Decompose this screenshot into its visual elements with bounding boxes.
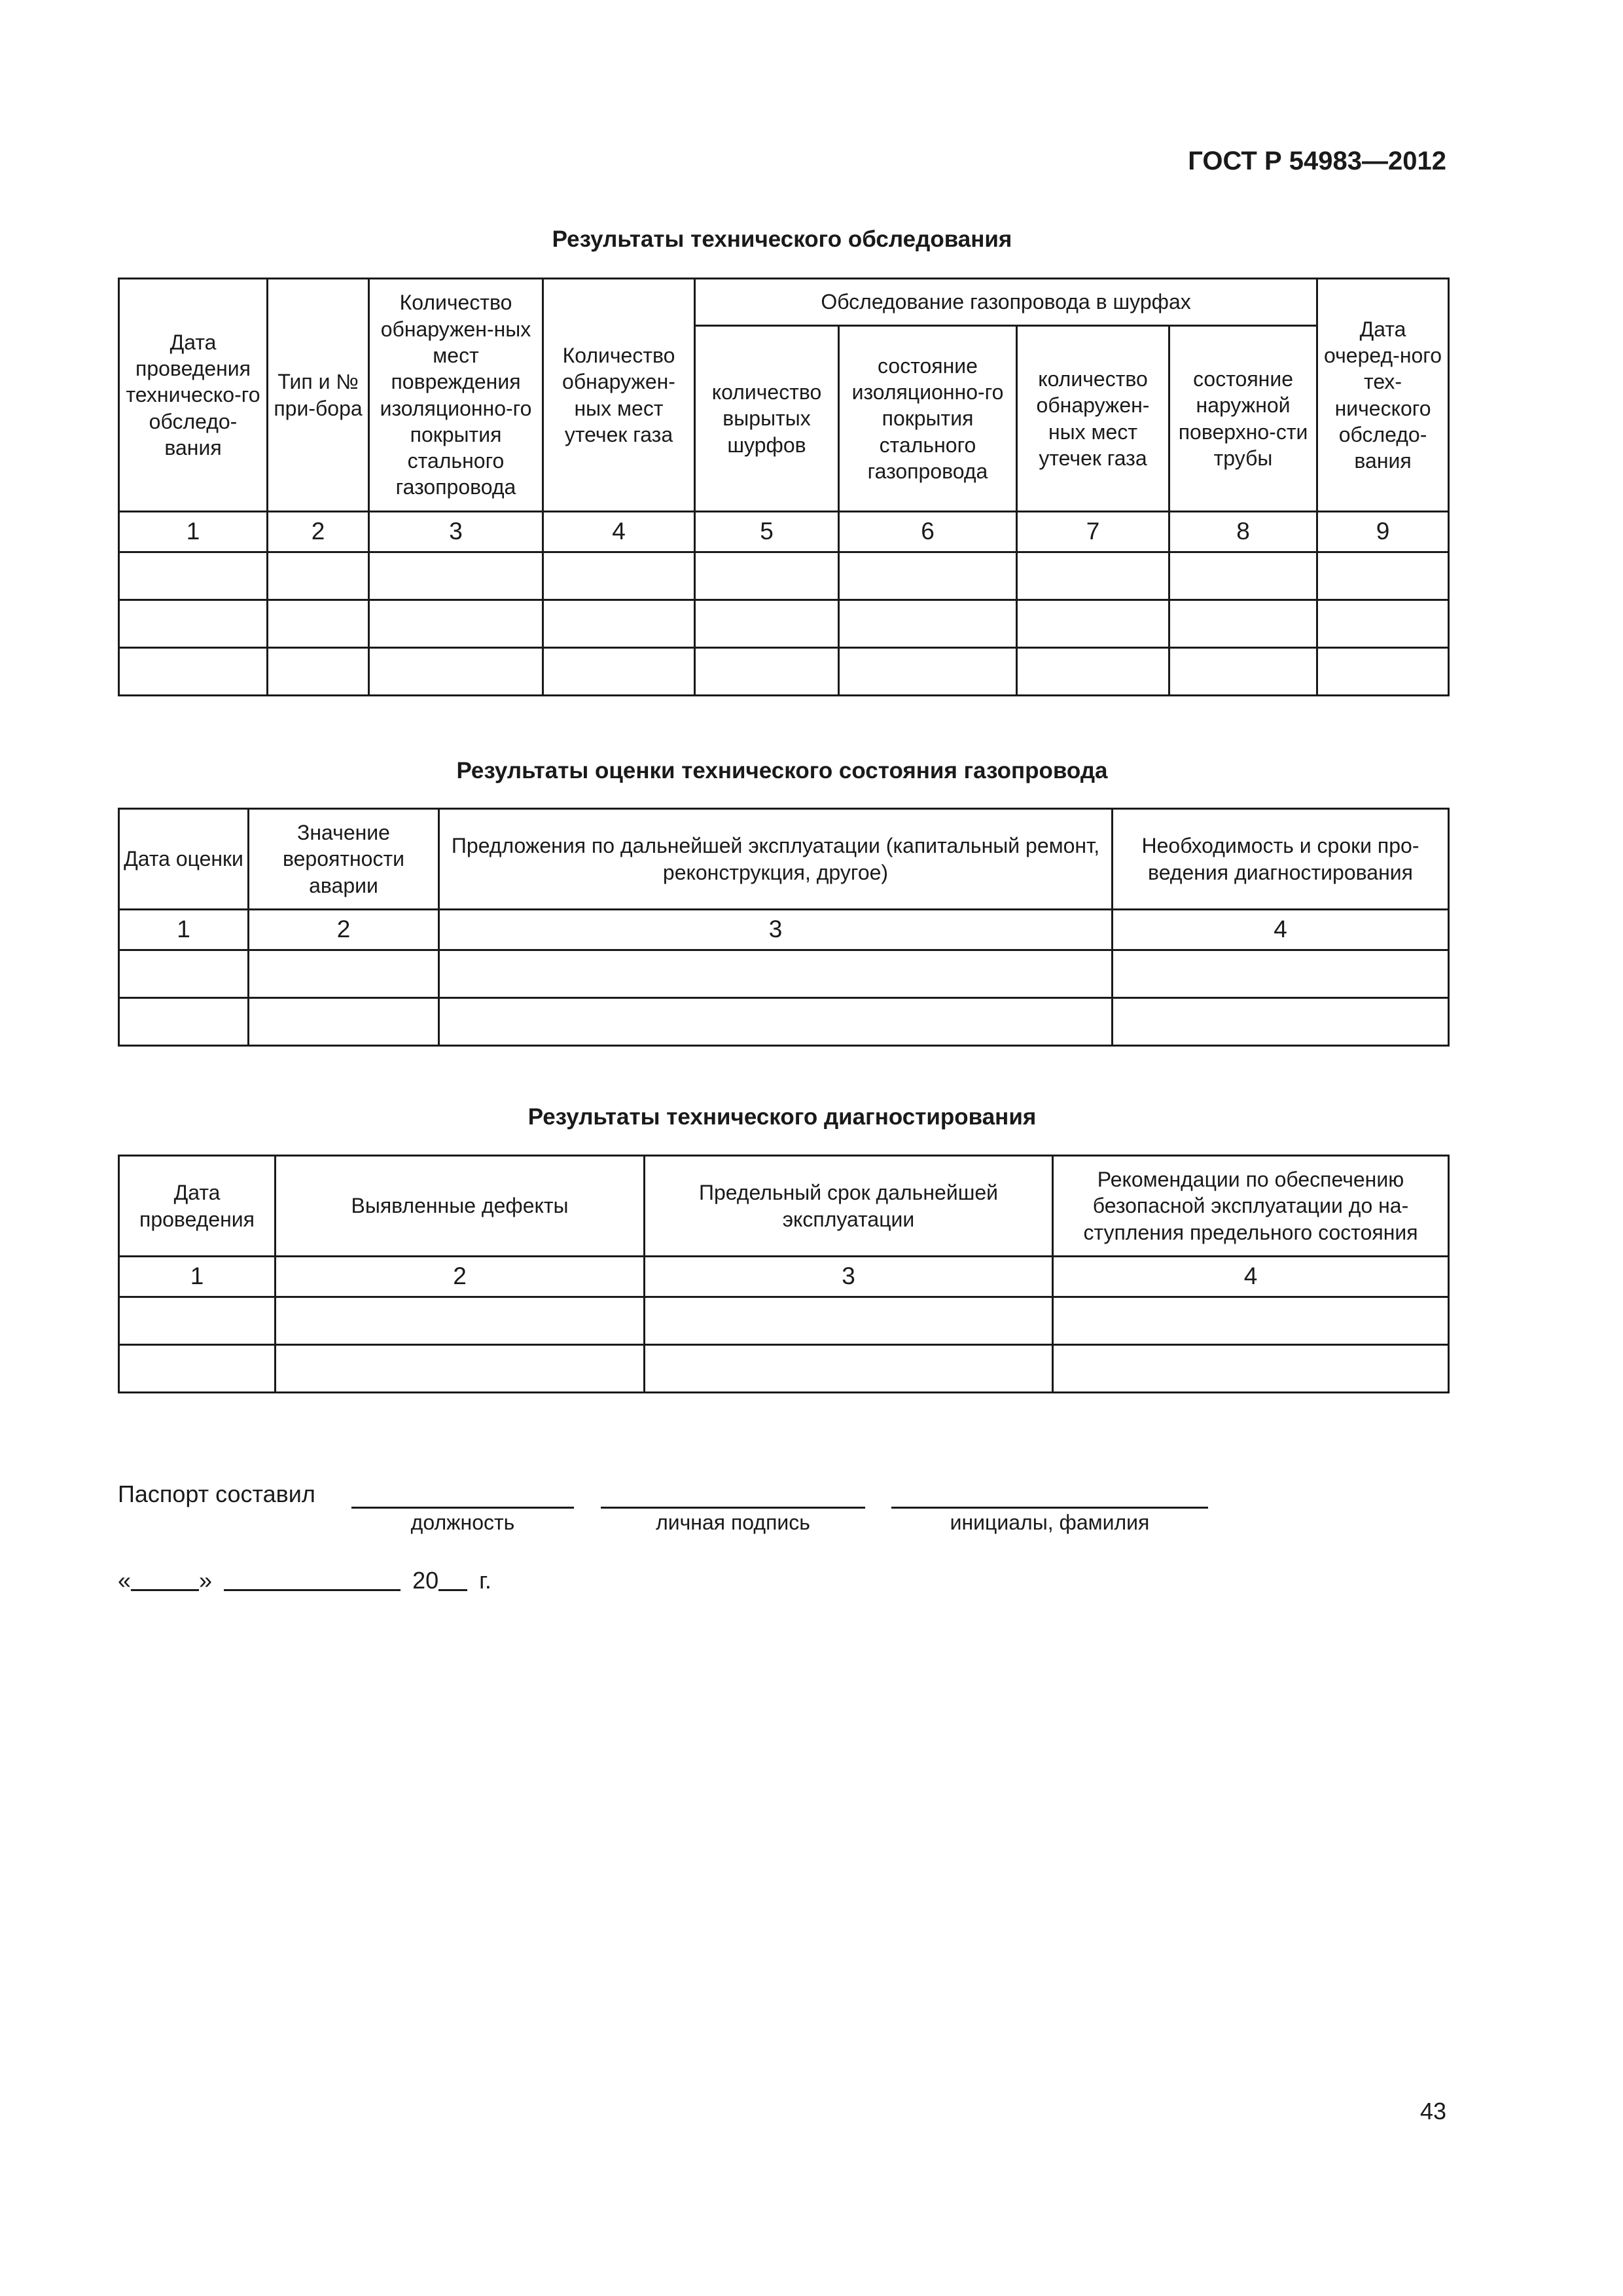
table-cell[interactable] xyxy=(119,950,249,998)
table-cell[interactable] xyxy=(1017,552,1169,600)
table-cell[interactable] xyxy=(1317,600,1449,648)
table-cell[interactable] xyxy=(369,600,543,648)
header-service-life-limit: Предельный срок дальнейшей эксплуатации xyxy=(645,1156,1053,1257)
table-cell[interactable] xyxy=(119,600,268,648)
table-cell[interactable] xyxy=(119,998,249,1046)
condition-assessment-table xyxy=(118,808,1450,1047)
column-number: 3 xyxy=(645,1257,1053,1297)
signature-caption: личная подпись xyxy=(656,1511,810,1534)
table-cell[interactable] xyxy=(645,1297,1053,1345)
table-row xyxy=(119,1345,1449,1393)
table-cell[interactable] xyxy=(839,648,1017,696)
table-cell[interactable] xyxy=(268,600,369,648)
table-cell[interactable] xyxy=(1113,998,1449,1046)
header-gas-leak-count: Количество обнаружен-ных мест утечек газа xyxy=(543,279,695,512)
table-cell[interactable] xyxy=(268,648,369,696)
header-pit-survey-group: Обследование газопровода в шурфах xyxy=(695,279,1317,326)
header-pipe-surface-condition: состояние наружной поверхно-сти трубы xyxy=(1169,326,1317,512)
column-number: 3 xyxy=(439,910,1113,950)
table-row xyxy=(119,648,1449,696)
column-number: 6 xyxy=(839,512,1017,552)
page-number: 43 xyxy=(1419,2098,1446,2125)
table-cell[interactable] xyxy=(543,648,695,696)
year-suffix: г. xyxy=(479,1567,491,1594)
column-number: 4 xyxy=(543,512,695,552)
signature-line[interactable] xyxy=(601,1507,865,1509)
document-code: ГОСТ Р 54983—2012 xyxy=(1188,147,1446,175)
table-cell[interactable] xyxy=(439,950,1113,998)
table-cell[interactable] xyxy=(1169,600,1317,648)
column-number: 2 xyxy=(276,1257,645,1297)
table-cell[interactable] xyxy=(1317,648,1449,696)
table-cell[interactable] xyxy=(439,998,1113,1046)
position-line[interactable] xyxy=(351,1507,574,1509)
day-blank[interactable] xyxy=(131,1567,199,1591)
table-cell[interactable] xyxy=(119,552,268,600)
table-cell[interactable] xyxy=(1317,552,1449,600)
column-number: 1 xyxy=(119,512,268,552)
table-cell[interactable] xyxy=(1169,552,1317,600)
date-line xyxy=(118,1567,491,1594)
header-pit-gas-leaks: количество обнаружен-ных мест утечек газа xyxy=(1017,326,1169,512)
table-cell[interactable] xyxy=(249,950,439,998)
column-number: 1 xyxy=(119,910,249,950)
table-cell[interactable] xyxy=(695,552,839,600)
table3-title: Результаты технического диагностирования xyxy=(527,1104,1037,1130)
column-number: 2 xyxy=(268,512,369,552)
close-quote: » xyxy=(199,1567,213,1594)
column-number: 1 xyxy=(119,1257,276,1297)
table-row xyxy=(119,998,1449,1046)
table-cell[interactable] xyxy=(249,998,439,1046)
open-quote: « xyxy=(118,1567,132,1594)
header-insulation-condition: состояние изоляционно-го покрытия стального газопровода xyxy=(839,326,1017,512)
year-blank[interactable] xyxy=(438,1567,467,1591)
table-cell[interactable] xyxy=(119,1297,276,1345)
table-cell[interactable] xyxy=(695,600,839,648)
table-row xyxy=(119,600,1449,648)
header-assessment-date: Дата оценки xyxy=(119,809,249,910)
table-cell[interactable] xyxy=(695,648,839,696)
year-prefix: 20 xyxy=(412,1567,439,1594)
table-cell[interactable] xyxy=(543,600,695,648)
position-caption: должность xyxy=(410,1511,515,1534)
table-cell[interactable] xyxy=(369,552,543,600)
table-cell[interactable] xyxy=(268,552,369,600)
column-number: 3 xyxy=(369,512,543,552)
table-cell[interactable] xyxy=(369,648,543,696)
table-cell[interactable] xyxy=(1113,950,1449,998)
header-safety-recommendations: Рекомендации по обеспечению безопасной эксплуатации до на-ступления предельного состояния xyxy=(1053,1156,1449,1257)
table-cell[interactable] xyxy=(839,600,1017,648)
table-cell[interactable] xyxy=(1169,648,1317,696)
table-cell[interactable] xyxy=(1053,1345,1449,1393)
table2-title: Результаты оценки технического состояния газопровода xyxy=(456,758,1108,783)
table-row xyxy=(119,950,1449,998)
column-number: 5 xyxy=(695,512,839,552)
column-number: 2 xyxy=(249,910,439,950)
header-accident-probability: Значение вероятности аварии xyxy=(249,809,439,910)
table-cell[interactable] xyxy=(276,1297,645,1345)
header-operation-proposals: Предложения по дальнейшей эксплуатации (капитальный ремонт, реконструкция, другое) xyxy=(439,809,1113,910)
name-caption: инициалы, фамилия xyxy=(950,1511,1150,1534)
name-line[interactable] xyxy=(891,1507,1208,1509)
column-number: 9 xyxy=(1317,512,1449,552)
column-number: 7 xyxy=(1017,512,1169,552)
table-cell[interactable] xyxy=(1017,600,1169,648)
table-cell[interactable] xyxy=(1017,648,1169,696)
column-number: 4 xyxy=(1053,1257,1449,1297)
table-cell[interactable] xyxy=(119,1345,276,1393)
table-cell[interactable] xyxy=(543,552,695,600)
header-pits-dug: количество вырытых шурфов xyxy=(695,326,839,512)
table-cell[interactable] xyxy=(1053,1297,1449,1345)
header-diagnostics-date: Дата проведения xyxy=(119,1156,276,1257)
table-cell[interactable] xyxy=(645,1345,1053,1393)
header-device-type: Тип и № при-бора xyxy=(268,279,369,512)
column-number: 8 xyxy=(1169,512,1317,552)
table1-title: Результаты технического обследования xyxy=(552,226,1012,252)
column-number: 4 xyxy=(1113,910,1449,950)
header-diagnostics-need: Необходимость и сроки про-ведения диагностирования xyxy=(1113,809,1449,910)
compiled-by-label: Паспорт составил xyxy=(118,1480,315,1507)
table-row xyxy=(119,1297,1449,1345)
header-detected-defects: Выявленные дефекты xyxy=(276,1156,645,1257)
header-next-survey-date: Дата очеред-ного тех-нического обследо-вания xyxy=(1317,279,1449,512)
table-cell[interactable] xyxy=(839,552,1017,600)
header-survey-date: Дата проведения техническо-го обследо-вания xyxy=(119,279,268,512)
table-cell[interactable] xyxy=(276,1345,645,1393)
table-cell[interactable] xyxy=(119,648,268,696)
survey-results-table xyxy=(118,278,1450,696)
header-insulation-damage-count: Количество обнаружен-ных мест повреждения изоляционно-го покрытия стального газопровода xyxy=(369,279,543,512)
month-blank[interactable] xyxy=(224,1567,401,1591)
diagnostics-results-table xyxy=(118,1155,1450,1393)
table-row xyxy=(119,552,1449,600)
